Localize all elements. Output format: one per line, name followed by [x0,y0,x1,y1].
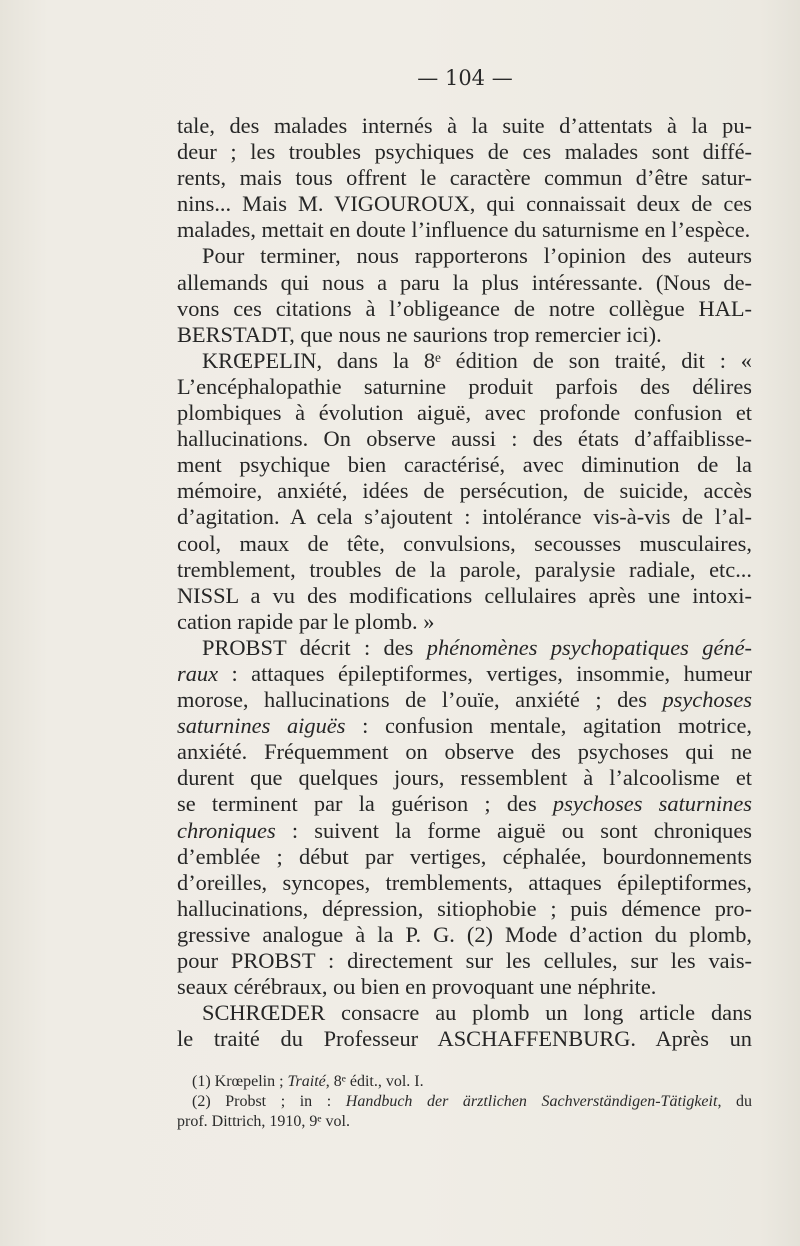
text-line: cation rapide par le plomb. » [177,608,435,634]
text-line: deur ; les troubles psychiques de ces malades sont diffé- [177,139,752,165]
text-line: rents, mais tous offrent le caractère commun d’être satur- [177,165,752,191]
text-line: Pour terminer, nous rapporterons l’opinion des auteurs [202,243,752,269]
text-line: d’emblée ; début par vertiges, céphalée, bourdonnements [177,843,752,869]
text-line: hallucinations. On observe aussi : des états d’affaiblisse- [177,426,752,452]
footnote-line: prof. Dittrich, 1910, 9ᵉ vol. [177,1113,350,1131]
text-line: anxiété. Fréquemment on observe des psychoses qui ne [177,739,752,765]
text-line: morose, hallucinations de l’ouïe, anxiété ; des psychoses [177,687,752,713]
text-line: NISSL a vu des modifications cellulaires après une intoxi- [177,582,752,608]
text-line: saturnines aiguës : confusion mentale, agitation motrice, [177,713,753,739]
text-line: allemands qui nous a paru la plus intéressante. (Nous de- [177,269,752,295]
text-line: tale, des malades internés à la suite d’attentats à la pu- [177,113,752,138]
text-line: se terminent par la guérison ; des psychoses saturnines [177,791,752,817]
text-line: nins... Mais M. VIGOUROUX, qui connaissait deux de ces [177,191,752,217]
text-line: plombiques à évolution aiguë, avec profonde confusion et [177,400,752,426]
text-line: vons ces citations à l’obligeance de notre collègue HAL- [177,295,752,321]
text-line: tremblement, troubles de la parole, paralysie radiale, etc... [177,556,752,582]
text-line: d’oreilles, syncopes, tremblements, attaques épileptiformes, [177,869,752,895]
text-line: raux : attaques épileptiformes, vertiges, insommie, humeur [177,660,752,686]
text-line: malades, mettait en doute l’influence du saturnisme en l’espèce. [177,217,751,243]
text-line: le traité du Professeur ASCHAFFENBURG. Après un [177,1026,752,1052]
footnote-line: (1) Krœpelin ; Traité, 8ᵉ édit., vol. I. [192,1073,424,1090]
text-line: ment psychique bien caractérisé, avec diminution de la [177,452,752,478]
text-line: mémoire, anxiété, idées de persécution, de suicide, accès [177,478,752,504]
text-line: SCHRŒDER consacre au plomb un long article dans [202,1000,752,1026]
footnote-line: (2) Probst ; in : Handbuch der ärztlichen Sachverständigen-Tätigkeit, du [192,1093,753,1111]
text-line: L’encéphalopathie saturnine produit parfois des délires [177,373,752,399]
text-line: PROBST décrit : des phénomènes psychopatiques géné- [202,634,752,660]
footnotes [177,1072,752,1133]
text-line: KRŒPELIN, dans la 8ᵉ édition de son traité, dit : « [202,347,752,373]
text-line: pour PROBST : directement sur les cellules, sur les vais- [177,948,752,973]
page-number: — 104 — [417,66,513,90]
text-line: d’agitation. A cela s’ajoutent : intolérance vis-à-vis de l’al- [177,504,752,530]
text-line: hallucinations, dépression, sitiophobie ; puis démence pro- [177,895,752,921]
text-line: chroniques : suivent la forme aiguë ou sont chroniques [177,817,752,843]
text-line: durent que quelques jours, ressemblent à l’alcoolisme et [177,765,752,791]
text-line: seaux cérébraux, ou bien en provoquant une néphrite. [177,974,657,1000]
body-text [177,113,752,1052]
text-line: gressive analogue à la P. G. (2) Mode d’action du plomb, [177,921,752,947]
text-line: BERSTADT, que nous ne saurions trop remercier ici). [177,321,662,347]
text-line: cool, maux de tête, convulsions, secousses musculaires, [177,530,752,556]
